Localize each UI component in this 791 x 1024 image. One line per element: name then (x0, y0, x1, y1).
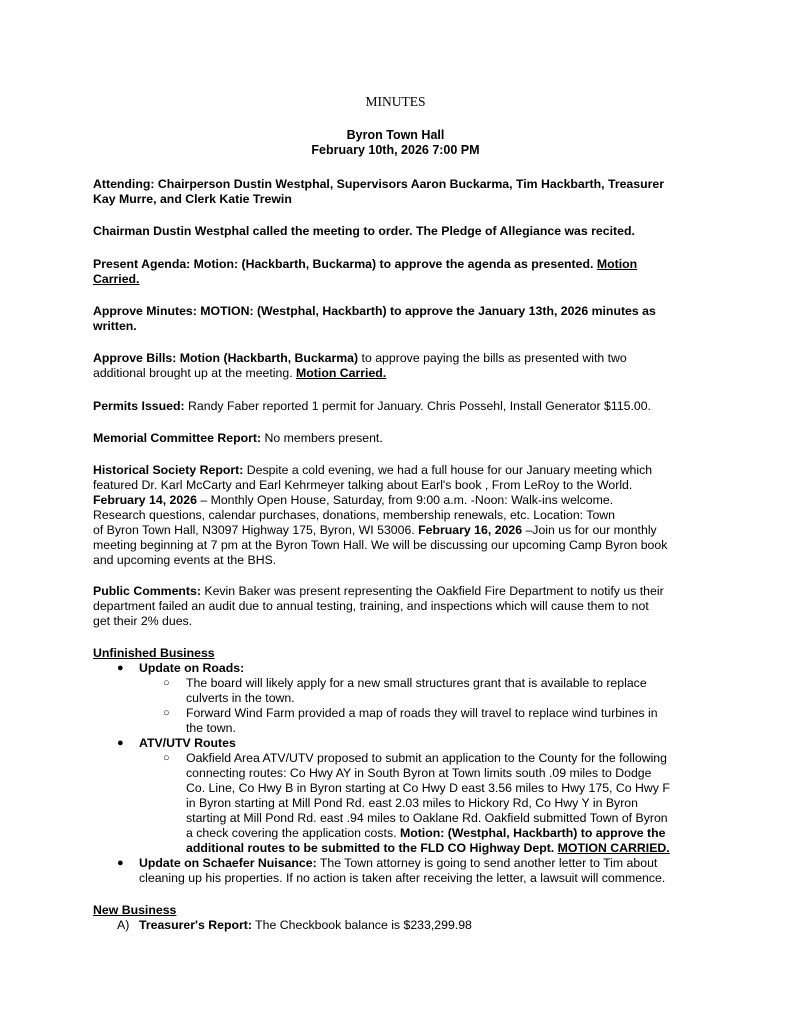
atv-line-7 (186, 841, 706, 856)
approve-bills-motion: Motion Carried. (296, 366, 387, 380)
permits-label: Permits Issued: (93, 399, 185, 413)
atv-line-3: Co. Line, Co Hwy B in Byron starting at Co Hwy D east 3.56 miles to Hwy 175, Co Hwy F (186, 781, 670, 795)
schaefer-line-1 (139, 856, 709, 871)
page-title: MINUTES (365, 94, 426, 109)
atv-line-2: connecting routes: Co Hwy AY in South Byron at Town limits south .09 miles to Dodge (186, 766, 652, 780)
historical-text-5: of Byron Town Hall, N3097 Highway 175, Byron, WI 53006. (93, 523, 419, 537)
circle-bullet-icon: ○ (163, 677, 170, 689)
bullet-icon: ● (117, 662, 124, 674)
historical-line-1 (93, 463, 703, 478)
unfinished-business-heading: Unfinished Business (93, 646, 215, 660)
circle-bullet-icon: ○ (163, 707, 170, 719)
schaefer-label: Update on Schaefer Nuisance: (139, 856, 317, 870)
approve-bills-text-2: additional brought up at the meeting. (93, 366, 297, 380)
approve-bills-line-1 (93, 351, 703, 366)
atv-motion: Motion: (Westphal, Hackbarth) to approve the (399, 826, 666, 840)
bullet-icon: ● (117, 857, 124, 869)
attending-line-1: Attending: Chairperson Dustin Westphal, Supervisors Aaron Buckarma, Tim Hackbarth, Treasurer (93, 177, 665, 191)
historical-line-4: Research questions, calendar purchases, donations, membership renewals, etc. Location: Town (93, 508, 615, 522)
historical-date-1: February 14, 2026 (93, 493, 197, 507)
atv-line-1: Oakfield Area ATV/UTV proposed to submit an application to the County for the following (186, 751, 667, 765)
public-comments-text-1: Kevin Baker was present representing the Oakfield Fire Department to notify us their (200, 584, 664, 598)
approve-minutes-line-1: Approve Minutes: MOTION: (Westphal, Hackbarth) to approve the January 13th, 2026 minutes as (93, 304, 656, 318)
schaefer-line-2: cleaning up his properties. If no action is taken after receiving the letter, a lawsuit will commence. (139, 871, 666, 885)
historical-line-3 (93, 493, 703, 508)
bullet-icon: ● (117, 737, 124, 749)
public-comments-label: Public Comments: (93, 584, 201, 598)
atv-line-6 (186, 826, 706, 841)
atv-motion-carried: MOTION CARRIED. (557, 841, 670, 855)
present-agenda-colon-text: : Motion: (Hackbarth, Buckarma) to approve the agenda as presented. (186, 257, 597, 271)
historical-line-5 (93, 523, 703, 538)
atv-line-4: in Byron starting at Mill Pond Rd. east 2.03 miles to Hickory Rd, Co Hwy Y in Byron (186, 796, 638, 810)
approve-bills-line-2 (93, 366, 703, 381)
circle-bullet-icon: ○ (163, 752, 170, 764)
atv-line-6a: a check covering the application costs. (186, 826, 400, 840)
historical-text-3: – Monthly Open House, Saturday, from 9:00 a.m. -Noon: Walk-ins welcome. (196, 493, 614, 507)
treasurer-label: Treasurer's Report: (139, 918, 252, 932)
attending-line-2: Kay Murre, and Clerk Katie Trewin (93, 192, 292, 206)
roads-sub1-line-1: The board will likely apply for a new small structures grant that is available to replace (186, 676, 647, 690)
call-to-order: Chairman Dustin Westphal called the meeting to order. The Pledge of Allegiance was recited. (93, 224, 635, 238)
approve-minutes-line-2: written. (93, 319, 137, 333)
historical-line-7: and upcoming events at the BHS. (93, 553, 277, 567)
present-agenda-label: Present Agenda (93, 257, 187, 271)
treasurer-text: The Checkbook balance is $233,299.98 (251, 918, 472, 932)
atv-line-7a: additional routes to be submitted to the FLD CO Highway Dept. (186, 841, 558, 855)
historical-text-5b: –Join us for our monthly (522, 523, 657, 537)
public-comments-line-1 (93, 584, 703, 599)
schaefer-text-1: The Town attorney is going to send another letter to Tim about (316, 856, 658, 870)
historical-line-6: meeting beginning at 7 pm at the Byron Town Hall. We will be discussing our upcoming Camp Byron book (93, 538, 668, 552)
approve-bills-text: to approve paying the bills as presented with two (358, 351, 627, 365)
historical-text-1: Despite a cold evening, we had a full house for our January meeting which (243, 463, 653, 477)
permits-text: Randy Faber reported 1 permit for January. Chris Possehl, Install Generator $115.00. (184, 399, 651, 413)
present-agenda-motion: Motion (596, 257, 638, 271)
new-business-item-letter: A) (117, 918, 130, 932)
historical-label: Historical Society Report: (93, 463, 244, 477)
historical-date-2: February 16, 2026 (418, 523, 523, 537)
memorial-label: Memorial Committee Report: (93, 431, 262, 445)
treasurer-report (139, 918, 709, 933)
present-agenda-carried: Carried. (93, 272, 140, 286)
public-comments-line-2: department failed an audit due to annual testing, training, and inspections which will cause them to not (93, 599, 649, 613)
roads-sub2-line-2: the town. (186, 721, 236, 735)
atv-utv-label: ATV/UTV Routes (139, 736, 236, 750)
memorial-committee (93, 431, 703, 446)
permits-issued (93, 399, 703, 414)
meeting-location: Byron Town Hall (346, 128, 445, 142)
new-business-heading: New Business (93, 903, 177, 917)
historical-line-2: featured Dr. Karl McCarty and Earl Kehrmeyer talking about Earl's book , From LeRoy to the World. (93, 478, 633, 492)
roads-sub1-line-2: culverts in the town. (186, 691, 295, 705)
meeting-datetime: February 10th, 2026 7:00 PM (311, 143, 480, 157)
memorial-text: No members present. (261, 431, 383, 445)
update-roads-label: Update on Roads: (139, 661, 245, 675)
public-comments-line-3: get their 2% dues. (93, 614, 193, 628)
roads-sub2-line-1: Forward Wind Farm provided a map of roads they will travel to replace wind turbines in (186, 706, 658, 720)
present-agenda (93, 257, 703, 272)
atv-line-5: starting at Mill Pond Rd. east .94 miles to Oaklane Rd. Oakfield submitted Town of Byron (186, 811, 668, 825)
approve-bills-label: Approve Bills: Motion (Hackbarth, Buckarma) (93, 351, 359, 365)
